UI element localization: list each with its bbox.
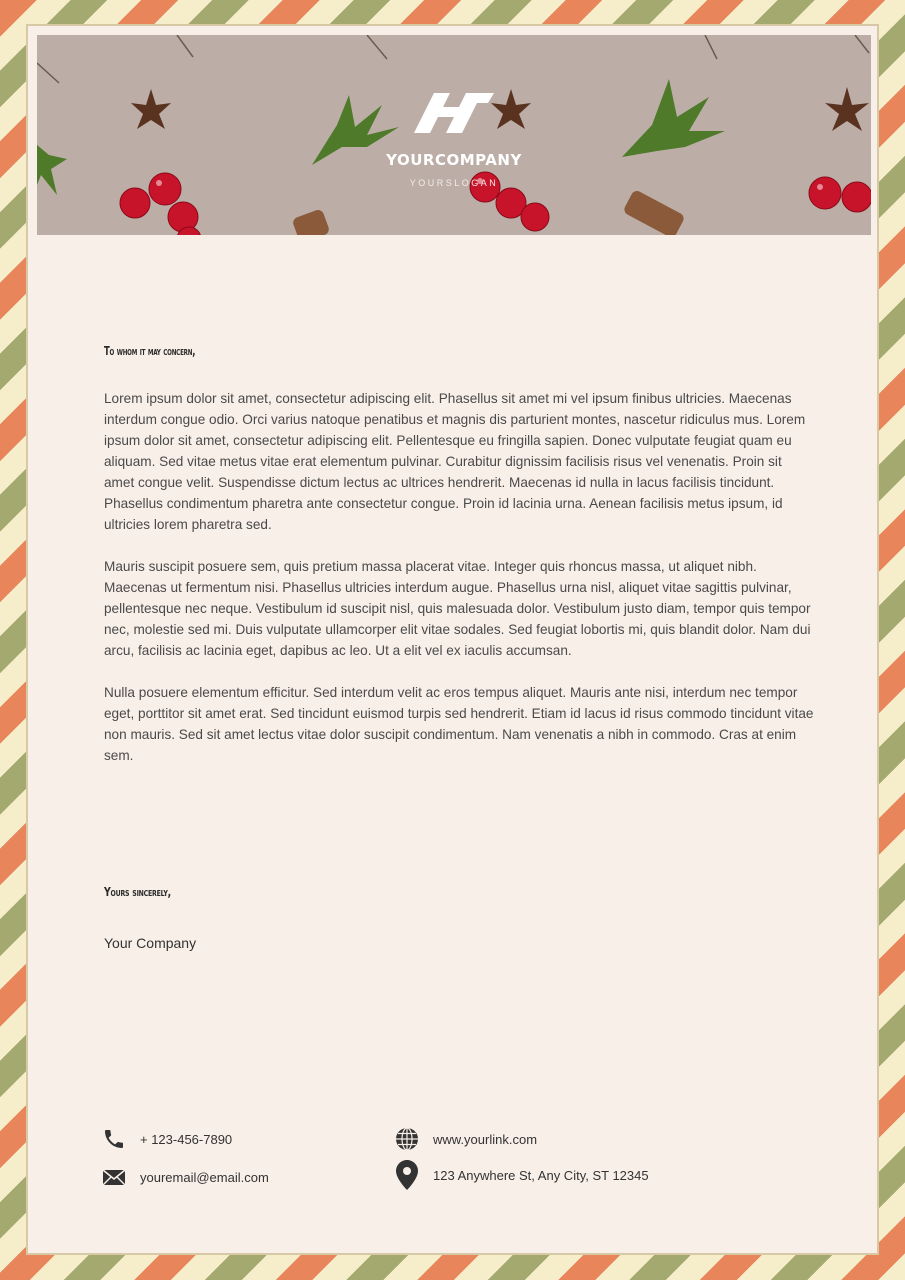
letter-greeting: To whom it may concern, xyxy=(104,344,196,358)
website-link[interactable]: www.yourlink.com xyxy=(433,1131,538,1147)
letterhead-page xyxy=(26,24,879,1255)
envelope-icon xyxy=(102,1165,126,1189)
letter-signer: Your Company xyxy=(104,935,197,951)
header-banner xyxy=(37,35,871,235)
street-address: 123 Anywhere St, Any City, ST 12345 xyxy=(433,1167,649,1183)
contact-email xyxy=(102,1165,269,1189)
globe-icon xyxy=(395,1127,419,1151)
phone-number: + 123-456-7890 xyxy=(140,1131,233,1147)
logo xyxy=(37,93,871,138)
company-slogan: YOURSLOGAN xyxy=(409,178,499,188)
contact-address xyxy=(395,1163,649,1187)
body-paragraph: Nulla posuere elementum efficitur. Sed interdum velit ac eros tempus aliquet. Mauris ante nisi, interdum nec tempor eget, porttitor sit amet erat. Sed tincidunt euismod turpis sed hendrerit. Etiam id lacus id risus commodo tincidunt vitae non mauris. Sed sit amet lectus vitae dolor suscipit condimentum. Nam venenatis a nibh in commodo. Cras at enim sem. xyxy=(104,685,814,763)
logo-mark-icon xyxy=(414,93,494,133)
phone-icon xyxy=(102,1127,126,1151)
body-paragraph: Lorem ipsum dolor sit amet, consectetur adipiscing elit. Phasellus sit amet mi vel ipsum finibus ultricies. Maecenas interdum congue odio. Orci varius natoque penatibus et magnis dis parturient montes, nascetur ridiculus mus. Lorem ipsum dolor sit amet, consectetur adipiscing elit. Pellentesque eu fringilla sapien. Donec vulputate feugiat quam eu aliquam. Sed vitae metus vitae erat elementum pulvinar. Curabitur dignissim facilisis risus vel venenatis. Proin sit amet congue velit. Suspendisse dictum lectus ac ultrices hendrerit. Maecenas id nulla in lacus facilisis tincidunt. Phasellus condimentum pharetra ante consectetur congue. Proin id lacinia urna. Aenean facilisis metus ipsum, id ultricies lorem pharetra sed. xyxy=(104,391,806,532)
company-name: YOURCOMPANY xyxy=(386,151,522,169)
email-address: youremail@email.com xyxy=(140,1169,269,1185)
letter-body xyxy=(104,388,814,787)
body-paragraph: Mauris suscipit posuere sem, quis pretium massa placerat vitae. Integer quis rhoncus massa, ut aliquet nibh. Maecenas ut fermentum nisi. Phasellus ultricies interdum augue. Phasellus urna nisl, aliquet vitae sagittis pulvinar, pellentesque nec neque. Vestibulum id suscipit nisl, quis malesuada dolor. Vestibulum justo diam, tempor quis tempor nec, molestie sed mi. Duis vulputate ullamcorper elit vitae sodales. Sed feugiat lobortis mi, quis blandit dolor. Nam dui arcu, facilisis ac lacinia eget, dapibus ac leo. Ut a elit vel ex iaculis accumsan. xyxy=(104,559,811,658)
map-pin-icon xyxy=(395,1163,419,1187)
contact-phone xyxy=(102,1127,232,1151)
contact-website xyxy=(395,1127,537,1151)
letter-closing: Yours sincerely, xyxy=(104,885,171,899)
